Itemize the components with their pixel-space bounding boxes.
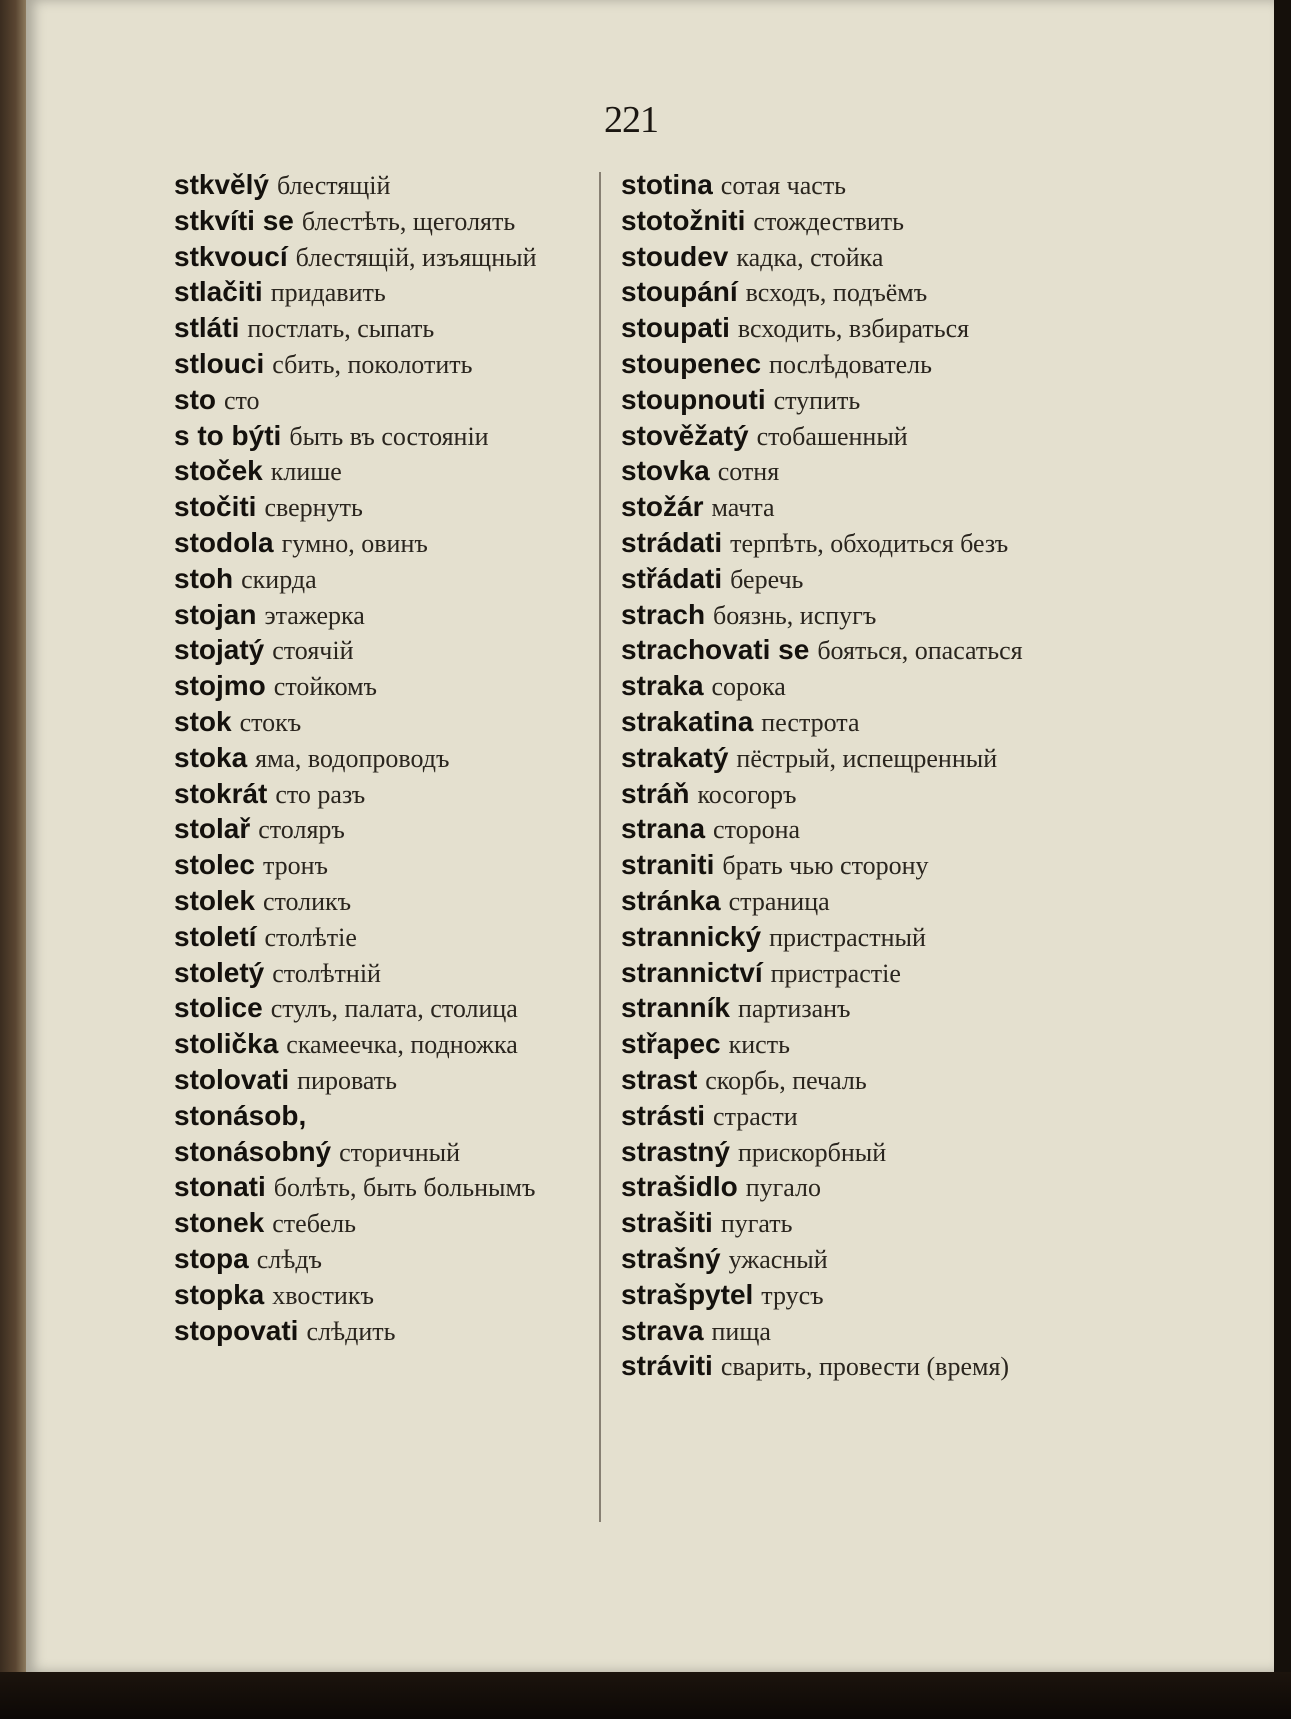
translation: стождествить bbox=[753, 206, 905, 236]
dictionary-entry bbox=[621, 1027, 1041, 1063]
translation: стобашенный bbox=[756, 421, 908, 451]
dictionary-entry bbox=[621, 633, 1041, 669]
headword: stoh bbox=[174, 562, 234, 594]
headword: stopa bbox=[174, 1242, 249, 1274]
translation: сбить, поколотить bbox=[272, 349, 473, 379]
translation: блестящій bbox=[276, 171, 391, 200]
headword: strakatý bbox=[621, 741, 729, 773]
dictionary-entry bbox=[621, 1278, 1041, 1314]
dictionary-entry bbox=[621, 920, 1041, 956]
dictionary-page bbox=[26, 0, 1274, 1672]
dictionary-entry bbox=[174, 275, 594, 311]
dictionary-entry bbox=[174, 598, 594, 634]
headword: strana bbox=[621, 813, 706, 845]
dictionary-entry bbox=[174, 1278, 594, 1314]
dictionary-entry bbox=[174, 1063, 594, 1099]
headword: strašpytel bbox=[621, 1278, 754, 1310]
page-number: 221 bbox=[604, 99, 658, 141]
dictionary-entry bbox=[621, 848, 1041, 884]
headword: stoupnouti bbox=[621, 383, 766, 415]
translation: постлать, сыпать bbox=[247, 314, 435, 344]
translation: быть въ состояніи bbox=[289, 421, 489, 451]
headword: stopka bbox=[174, 1278, 265, 1310]
dictionary-entry bbox=[174, 1242, 594, 1278]
translation: сварить, провести (время) bbox=[720, 1352, 1010, 1382]
dictionary-entry bbox=[174, 920, 594, 956]
translation: блестящій, изъящный bbox=[295, 242, 537, 272]
translation: боязнь, испугъ bbox=[713, 600, 877, 630]
headword: strašiti bbox=[621, 1207, 713, 1239]
headword: stolička bbox=[174, 1028, 279, 1060]
dictionary-entry bbox=[621, 1063, 1041, 1099]
headword: stlačiti bbox=[174, 276, 263, 308]
dictionary-entry bbox=[621, 454, 1041, 490]
dictionary-entry bbox=[174, 1314, 594, 1350]
translation: сотая часть bbox=[720, 171, 847, 200]
translation: терпѣть, обходиться безъ bbox=[730, 528, 1009, 558]
dictionary-entry bbox=[174, 383, 594, 419]
translation: сотня bbox=[717, 457, 780, 487]
headword: stolice bbox=[174, 992, 263, 1024]
translation: свернуть bbox=[264, 493, 363, 523]
dictionary-entry bbox=[174, 562, 594, 598]
headword: straniti bbox=[621, 849, 715, 881]
headword: stok bbox=[174, 705, 232, 737]
dictionary-entry bbox=[621, 311, 1041, 347]
headword: stoka bbox=[174, 741, 248, 773]
headword: strastný bbox=[621, 1135, 730, 1167]
headword: stopovati bbox=[174, 1314, 299, 1346]
dictionary-entry bbox=[174, 777, 594, 813]
translation: сторона bbox=[713, 815, 801, 845]
translation: всходить, взбираться bbox=[737, 314, 970, 344]
headword: stoudev bbox=[621, 240, 729, 272]
dictionary-entry bbox=[621, 705, 1041, 741]
translation: сто bbox=[224, 385, 260, 415]
translation: столяръ bbox=[258, 815, 345, 845]
headword: strast bbox=[621, 1063, 698, 1095]
book-gutter bbox=[0, 0, 26, 1719]
dictionary-entry bbox=[174, 311, 594, 347]
dictionary-entry bbox=[174, 633, 594, 669]
headword: strannictví bbox=[621, 956, 763, 988]
translation: страсти bbox=[713, 1101, 798, 1131]
dictionary-entry bbox=[174, 419, 594, 455]
headword: straka bbox=[621, 670, 704, 702]
dictionary-entry bbox=[174, 168, 594, 204]
translation: мачта bbox=[711, 493, 775, 523]
dictionary-entry bbox=[174, 240, 594, 276]
dictionary-entry bbox=[621, 812, 1041, 848]
translation: стокъ bbox=[239, 707, 302, 737]
headword: stojmo bbox=[174, 670, 266, 702]
translation: стебель bbox=[272, 1209, 356, 1239]
translation: гумно, овинъ bbox=[281, 528, 428, 558]
translation: пища bbox=[711, 1316, 771, 1346]
translation: болѣть, быть больнымъ bbox=[273, 1173, 536, 1203]
headword: stoček bbox=[174, 455, 263, 487]
translation: пестрота bbox=[761, 707, 860, 737]
translation: придавить bbox=[270, 278, 386, 308]
translation: слѣдъ bbox=[256, 1244, 322, 1274]
translation: сторичный bbox=[339, 1137, 460, 1167]
dictionary-entry bbox=[174, 347, 594, 383]
dictionary-entry bbox=[621, 204, 1041, 240]
translation: хвостикъ bbox=[272, 1280, 374, 1310]
headword: strannický bbox=[621, 920, 762, 952]
translation: яма, водопроводъ bbox=[255, 743, 450, 773]
translation: пировать bbox=[297, 1065, 397, 1095]
dictionary-entry bbox=[174, 1206, 594, 1242]
headword: střapec bbox=[621, 1028, 721, 1060]
headword: stonek bbox=[174, 1207, 265, 1239]
dictionary-entry bbox=[174, 705, 594, 741]
translation: косогоръ bbox=[697, 779, 797, 809]
dictionary-entry bbox=[621, 526, 1041, 562]
headword: stokrát bbox=[174, 777, 268, 809]
translation: стоячій bbox=[272, 636, 354, 666]
right-column bbox=[621, 168, 1041, 1385]
dictionary-entry bbox=[621, 884, 1041, 920]
translation: страница bbox=[728, 886, 830, 916]
headword: střádati bbox=[621, 562, 723, 594]
translation: всходъ, подъёмъ bbox=[745, 278, 928, 308]
headword: stláti bbox=[174, 312, 240, 344]
dictionary-entry bbox=[174, 991, 594, 1027]
translation: кисть bbox=[728, 1030, 790, 1060]
headword: strachovati se bbox=[621, 634, 810, 666]
headword: stolovati bbox=[174, 1063, 290, 1095]
headword: stkvělý bbox=[174, 169, 269, 200]
translation: пёстрый, испещренный bbox=[736, 743, 998, 773]
translation: пугать bbox=[720, 1209, 793, 1239]
dictionary-entry bbox=[621, 1170, 1041, 1206]
translation: ужасный bbox=[728, 1244, 828, 1274]
translation: стулъ, палата, столица bbox=[270, 994, 518, 1024]
headword: stkvíti se bbox=[174, 204, 294, 236]
headword: stráň bbox=[621, 777, 690, 809]
dictionary-entry bbox=[621, 777, 1041, 813]
dictionary-entry bbox=[621, 1099, 1041, 1135]
translation: скорбь, печаль bbox=[705, 1065, 867, 1095]
translation: столикъ bbox=[262, 886, 352, 916]
headword: strava bbox=[621, 1314, 704, 1346]
headword: stočiti bbox=[174, 491, 257, 523]
translation: сто разъ bbox=[275, 779, 366, 809]
dictionary-entry bbox=[174, 848, 594, 884]
dictionary-entry bbox=[621, 1206, 1041, 1242]
headword: stojan bbox=[174, 598, 257, 630]
headword: stoupání bbox=[621, 276, 738, 308]
dictionary-entry bbox=[174, 669, 594, 705]
dictionary-entry bbox=[621, 956, 1041, 992]
dictionary-entry bbox=[174, 1170, 594, 1206]
translation: слѣдить bbox=[306, 1316, 396, 1346]
headword: stověžatý bbox=[621, 419, 749, 451]
translation: прискорбный bbox=[737, 1137, 887, 1167]
headword: stonásob, stonásobný bbox=[174, 1099, 332, 1167]
dictionary-entry bbox=[174, 526, 594, 562]
dictionary-entry bbox=[174, 741, 594, 777]
dictionary-entry bbox=[621, 1314, 1041, 1350]
headword: stkvoucí bbox=[174, 240, 288, 272]
translation: пугало bbox=[745, 1173, 822, 1203]
dictionary-entry bbox=[621, 741, 1041, 777]
headword: stovka bbox=[621, 455, 710, 487]
headword: století bbox=[174, 920, 257, 952]
dictionary-entry bbox=[621, 275, 1041, 311]
dictionary-entry bbox=[621, 419, 1041, 455]
dictionary-entry bbox=[174, 490, 594, 526]
left-column bbox=[174, 168, 594, 1349]
translation: пристрастный bbox=[769, 922, 926, 952]
translation: столѣтіе bbox=[264, 922, 357, 952]
translation: беречь bbox=[730, 564, 804, 594]
dictionary-entry bbox=[174, 884, 594, 920]
dictionary-entry bbox=[621, 1135, 1041, 1171]
headword: stotina bbox=[621, 169, 713, 200]
dictionary-entry bbox=[621, 240, 1041, 276]
headword: stránka bbox=[621, 884, 721, 916]
headword: stoupati bbox=[621, 312, 730, 344]
translation: пристрастіе bbox=[770, 958, 901, 988]
dictionary-entry bbox=[621, 347, 1041, 383]
translation: партизанъ bbox=[737, 994, 851, 1024]
dictionary-entry bbox=[174, 812, 594, 848]
headword: sto bbox=[174, 383, 216, 415]
dictionary-entry bbox=[174, 956, 594, 992]
dictionary-entry bbox=[621, 598, 1041, 634]
dictionary-entry bbox=[621, 383, 1041, 419]
translation: трусъ bbox=[761, 1280, 824, 1310]
page-edge bbox=[1274, 0, 1291, 1719]
headword: stotožniti bbox=[621, 204, 746, 236]
headword: strakatina bbox=[621, 705, 754, 737]
headword: stonati bbox=[174, 1171, 266, 1203]
headword: stolař bbox=[174, 813, 251, 845]
headword: stožár bbox=[621, 491, 704, 523]
book-bottom-edge bbox=[0, 1672, 1291, 1719]
translation: тронъ bbox=[262, 851, 328, 881]
headword: stoupenec bbox=[621, 347, 762, 379]
translation: стойкомъ bbox=[273, 672, 377, 702]
headword: s to býti bbox=[174, 419, 282, 451]
dictionary-entry bbox=[174, 204, 594, 240]
dictionary-entry bbox=[174, 454, 594, 490]
translation: скамеечка, подножка bbox=[286, 1030, 518, 1060]
translation: блестѣть, щеголять bbox=[301, 206, 516, 236]
headword: stojatý bbox=[174, 634, 265, 666]
headword: strásti bbox=[621, 1099, 706, 1131]
column-divider bbox=[599, 172, 601, 1522]
headword: stráviti bbox=[621, 1350, 713, 1382]
translation: ступить bbox=[773, 385, 861, 415]
translation: кадка, стойка bbox=[736, 242, 884, 272]
translation: этажерка bbox=[264, 600, 365, 630]
dictionary-entry bbox=[174, 1099, 594, 1171]
dictionary-entry bbox=[621, 168, 1041, 204]
dictionary-entry bbox=[621, 490, 1041, 526]
headword: stodola bbox=[174, 526, 274, 558]
headword: strašidlo bbox=[621, 1171, 738, 1203]
translation: брать чью сторону bbox=[722, 851, 929, 881]
headword: stranník bbox=[621, 992, 730, 1024]
translation: сорока bbox=[711, 672, 786, 702]
headword: strašný bbox=[621, 1242, 721, 1274]
dictionary-entry bbox=[621, 991, 1041, 1027]
translation: клише bbox=[270, 457, 342, 487]
headword: stolek bbox=[174, 884, 255, 916]
translation: скирда bbox=[241, 564, 317, 594]
dictionary-entry bbox=[621, 1242, 1041, 1278]
translation: столѣтній bbox=[272, 958, 381, 988]
dictionary-entry bbox=[174, 1027, 594, 1063]
translation: бояться, опасаться bbox=[817, 636, 1023, 666]
headword: stolec bbox=[174, 849, 255, 881]
headword: stlouci bbox=[174, 347, 265, 379]
translation: послѣдователь bbox=[769, 349, 932, 379]
dictionary-entry bbox=[621, 1349, 1041, 1385]
headword: strach bbox=[621, 598, 706, 630]
headword: stoletý bbox=[174, 956, 265, 988]
dictionary-entry bbox=[621, 669, 1041, 705]
dictionary-entry bbox=[621, 562, 1041, 598]
headword: strádati bbox=[621, 526, 723, 558]
